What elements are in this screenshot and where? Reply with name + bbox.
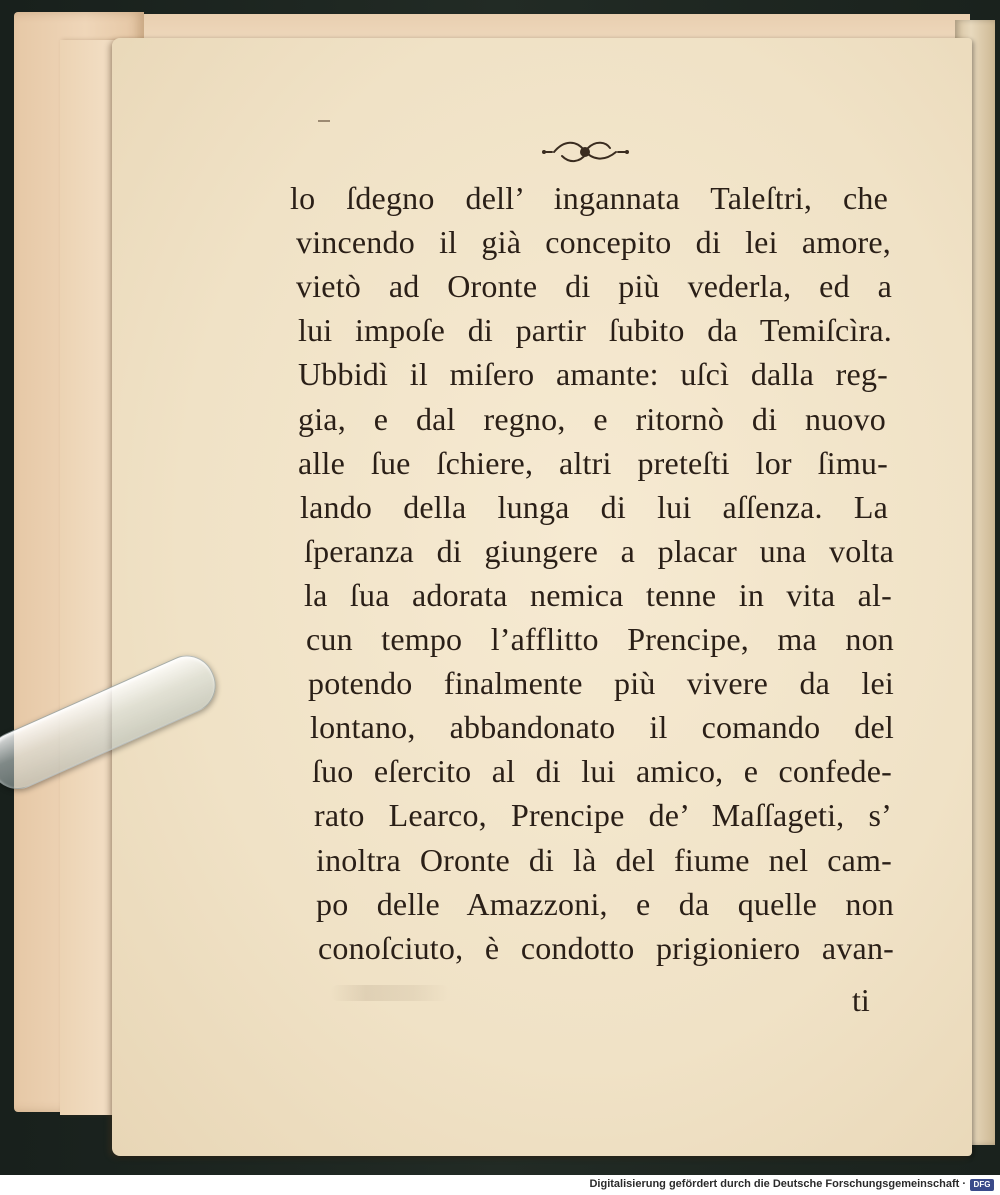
fleuron-ornament-icon	[540, 134, 630, 170]
text-line: ſuo eſercito al di lui amico, e confede-	[312, 753, 892, 790]
footer-bar	[0, 1175, 1000, 1195]
funding-credit: Digitalisierung gefördert durch die Deutsche Forschungsgemeinschaft ·	[589, 1178, 966, 1190]
text-line: lontano, abbandonato il comando del	[310, 709, 894, 746]
text-line: potendo finalmente più vivere da lei	[308, 665, 894, 702]
text-line: lui impoſe di partir ſubito da Temiſcìra.	[298, 312, 892, 349]
text-line: lo ſdegno dell’ ingannata Taleſtri, che	[290, 180, 888, 216]
text-line: ſperanza di giungere a placar una volta	[304, 532, 894, 569]
text-line: alle ſue ſchiere, altri preteſti lor ſimu-	[298, 444, 888, 481]
bleed-through-text	[330, 985, 450, 1001]
text-line: inoltra Oronte di là del fiume nel cam-	[316, 841, 892, 878]
text-line: lando della lunga di lui aſſenza. La	[300, 488, 888, 525]
text-line: conoſciuto, è condotto prigioniero avan-	[318, 929, 894, 966]
text-line: po delle Amazzoni, e da quelle non	[316, 885, 894, 922]
text-line: rato Learco, Prencipe de’ Maſſageti, s’	[314, 797, 892, 834]
catchword: ti	[852, 982, 870, 1018]
dfg-logo: DFG	[970, 1179, 994, 1191]
text-line: gia, e dal regno, e ritornò di nuovo	[298, 400, 886, 437]
text-line: cun tempo l’afflitto Prencipe, ma non	[306, 621, 894, 657]
page-mark	[318, 120, 330, 122]
text-line: Ubbidì il miſero amante: uſcì dalla reg-	[298, 356, 888, 393]
text-line: vincendo il già concepito di lei amore,	[296, 224, 891, 261]
text-line: la ſua adorata nemica tenne in vita al-	[304, 576, 892, 613]
text-line: vietò ad Oronte di più vederla, ed a	[296, 268, 892, 305]
